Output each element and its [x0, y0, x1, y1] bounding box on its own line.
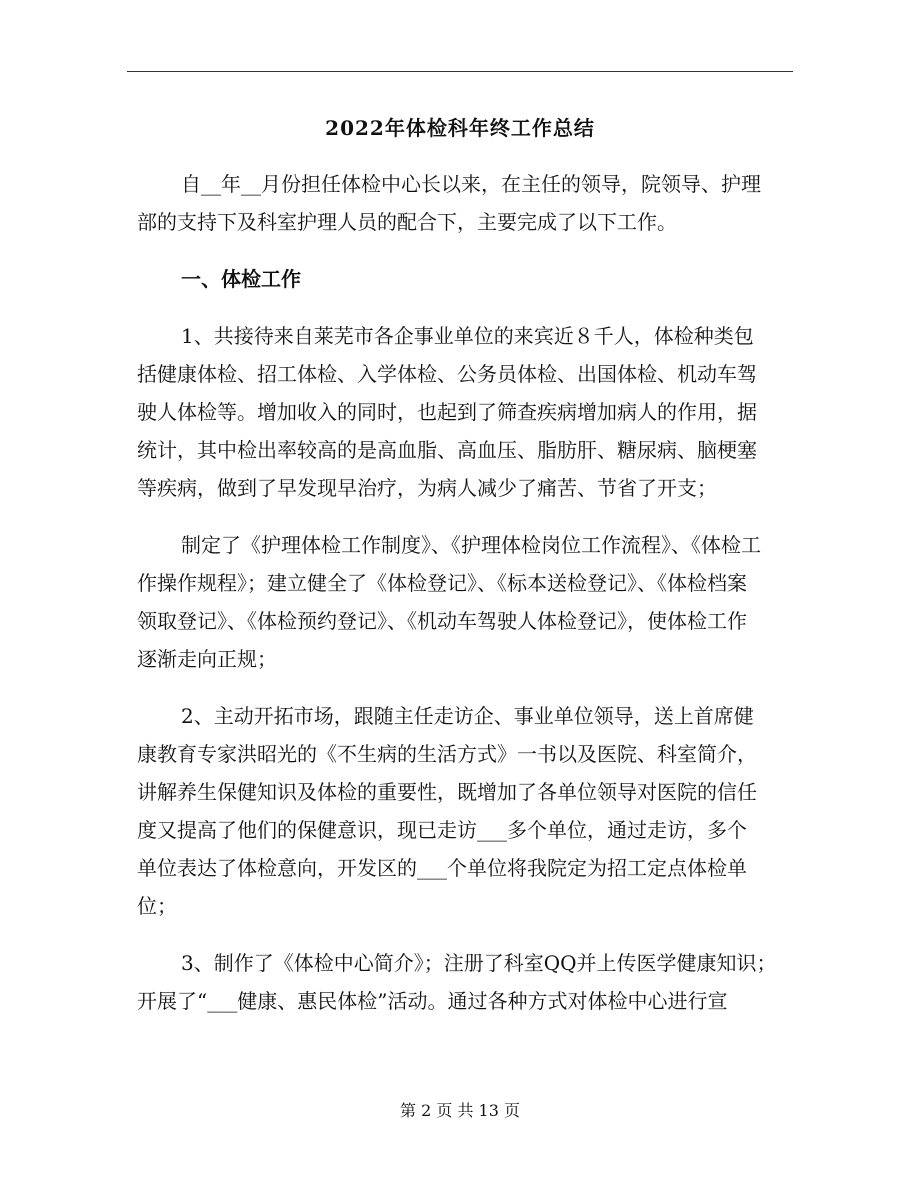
paragraph-line: 3、制作了《体检中心简介》；注册了科室QQ并上传医学健康知识；: [181, 951, 777, 975]
paragraph-line: 括健康体检、招工体检、入学体检、公务员体检、出国体检、机动车驾: [137, 362, 757, 386]
page-number: 第 2 页 共 13 页: [400, 1101, 520, 1120]
paragraph-line: 逐渐走向正规；: [137, 647, 277, 671]
paragraph-line: 度又提高了他们的保健意识，现已走访___多个单位，通过走访，多个: [137, 818, 747, 842]
paragraph-line: 1、共接待来自莱芜市各企事业单位的来宾近８千人，体检种类包: [181, 324, 754, 348]
paragraph-line: 自__年__月份担任体检中心长以来，在主任的领导，院领导、护理: [181, 172, 761, 196]
paragraph-line: 作操作规程》；建立健全了《体检登记》、《标本送检登记》、《体检档案: [137, 571, 747, 595]
paragraph-line: 领取登记》、《体检预约登记》、《机动车驾驶人体检登记》，使体检工作: [137, 609, 747, 633]
document-title: 2022年体检科年终工作总结: [325, 116, 595, 140]
paragraph-line: 位；: [137, 894, 177, 918]
paragraph-line: 制定了《护理体检工作制度》、《护理体检岗位工作流程》、《体检工: [181, 533, 761, 557]
paragraph-line: 部的支持下及科室护理人员的配合下，主要完成了以下工作。: [137, 210, 677, 234]
paragraph-line: 等疾病，做到了早发现早治疗，为病人减少了痛苦、节省了开支；: [137, 476, 717, 500]
paragraph-line: 康教育专家洪昭光的《不生病的生活方式》一书以及医院、科室简介，: [137, 742, 757, 766]
paragraph-line: 统计，其中检出率较高的是高血脂、高血压、脂肪肝、糖尿病、脑梗塞: [137, 438, 757, 462]
section-heading: 一、体检工作: [181, 267, 301, 291]
paragraph-line: 讲解养生保健知识及体检的重要性，既增加了各单位领导对医院的信任: [137, 780, 757, 804]
header-rule: [127, 71, 793, 72]
paragraph-line: 2、主动开拓市场，跟随主任走访企、事业单位领导，送上首席健: [181, 704, 754, 728]
paragraph-line: 单位表达了体检意向，开发区的___个单位将我院定为招工定点体检单: [137, 856, 747, 880]
paragraph-line: 驶人体检等。增加收入的同时，也起到了筛查疾病增加病人的作用，据: [137, 400, 757, 424]
paragraph-line: 开展了“___健康、惠民体检”活动。通过各种方式对体检中心进行宣: [137, 989, 728, 1013]
